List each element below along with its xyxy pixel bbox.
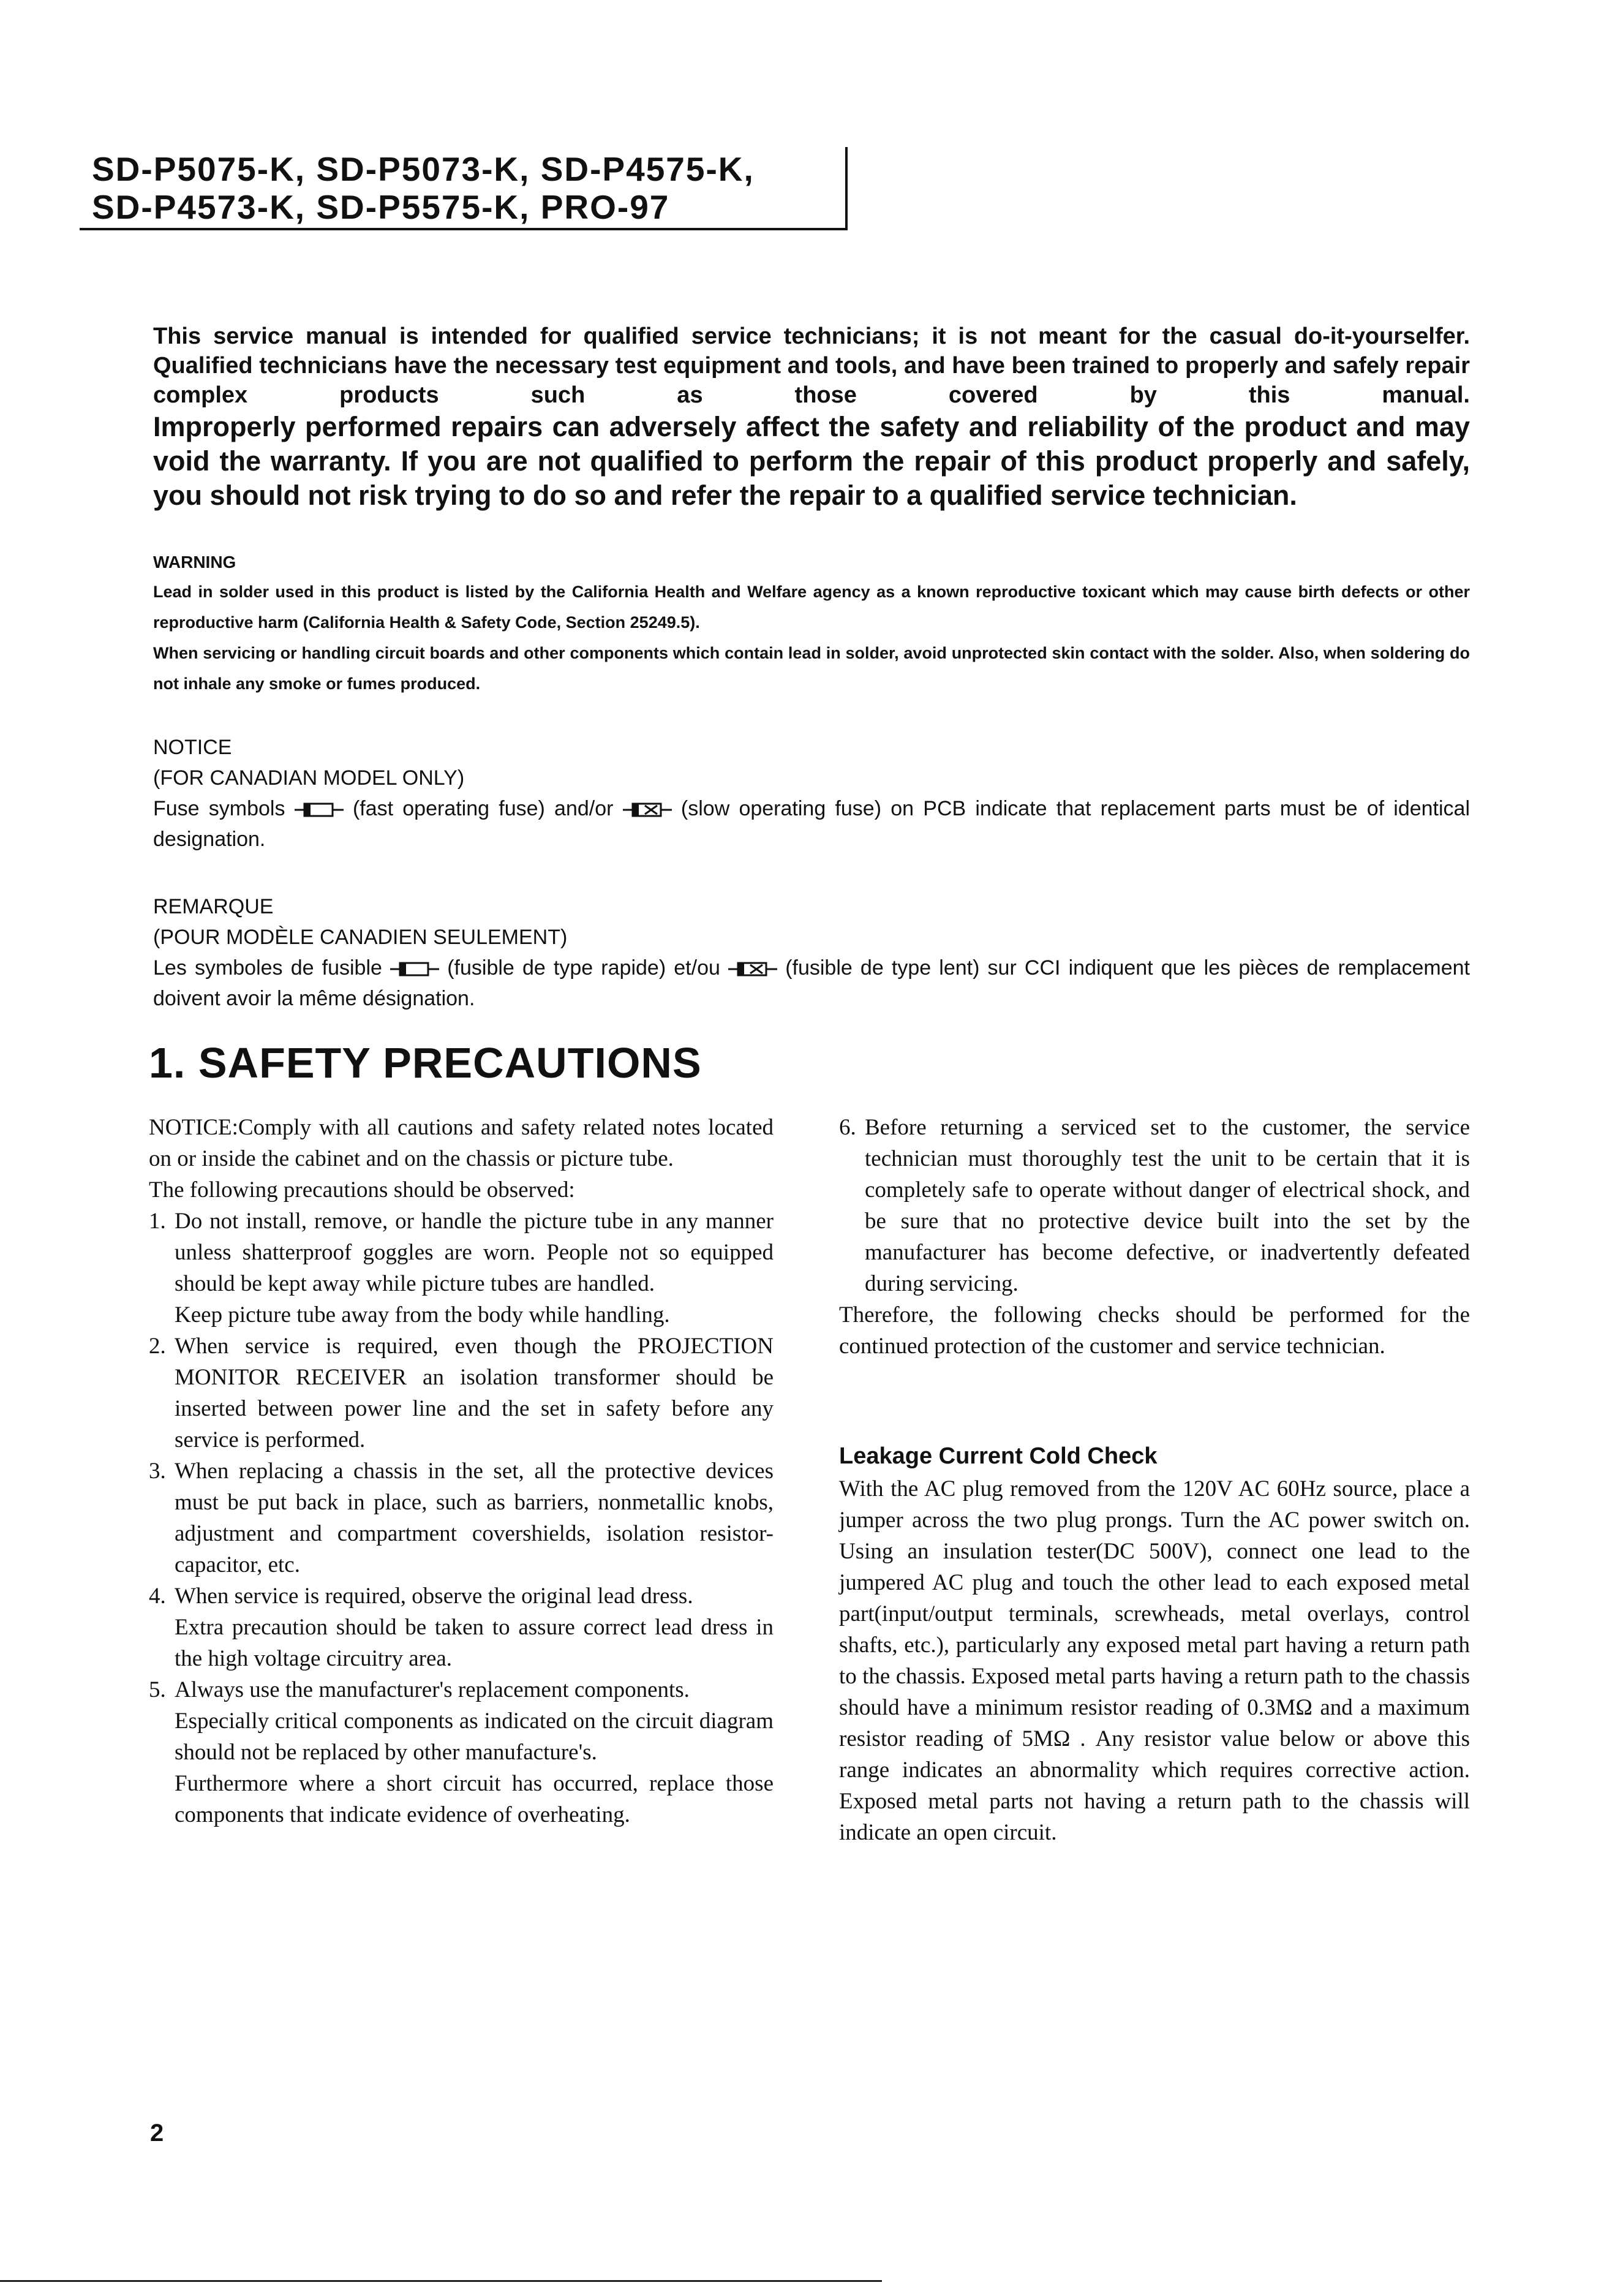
precaution-list [149, 1206, 774, 1830]
list-item-number: 4. [149, 1584, 166, 1609]
list-item-text: Always use the manufacturer's replacement components. [175, 1677, 690, 1702]
fast-fuse-symbol-icon [295, 801, 344, 819]
list-item-number: 2. [149, 1334, 166, 1359]
warning-paragraph-2: When servicing or handling circuit boards and other components which contain lead in solder, avoid unprotected skin contact with the solder. Also, when soldering do not inhale any smoke or fumes produced. [153, 644, 1470, 693]
warning-title: WARNING [153, 553, 236, 572]
notice-text-part-1: Fuse symbols [153, 797, 285, 820]
notice-text-part-3: (slow operating fuse) on PCB indicate that replacement parts must be of identical designation. [153, 797, 1470, 851]
list-item [839, 1112, 1470, 1299]
list-item-number: 5. [149, 1677, 166, 1702]
list-item [149, 1456, 774, 1580]
precaution-list-continued [839, 1112, 1470, 1299]
notice-text [153, 793, 1470, 855]
model-line-2: SD-P4573-K, SD-P5575-K, PRO-97 [92, 188, 670, 226]
list-item [149, 1331, 774, 1456]
list-item-number: 3. [149, 1459, 166, 1484]
notice-subtitle: (FOR CANADIAN MODEL ONLY) [153, 766, 465, 790]
list-item-text: Before returning a serviced set to the customer, the service technician must thoroughly test the unit to be certain that it is completely safe to operate without danger of electrical shock, and be sure that no protective device built into the set by the manufacturer has become defective, or inadvertently defeated during servicing. [865, 1115, 1470, 1296]
list-item-text: Do not install, remove, or handle the picture tube in any manner unless shatterproof goggles are worn. People not so equipped should be kept away while picture tubes are handled. [175, 1209, 774, 1296]
section-notice-text: NOTICE:Comply with all cautions and safety related notes located on or inside the cabinet and on the chassis or picture tube. [149, 1115, 774, 1171]
list-item-number: 6. [839, 1115, 856, 1140]
list-item-extra: Extra precaution should be taken to assure correct lead dress in the high voltage circuitry area. [175, 1615, 774, 1671]
list-item-number: 1. [149, 1209, 166, 1234]
intro-paragraph-2: Improperly performed repairs can adversely affect the safety and reliability of the product and may void the warranty. If you are not qualified to perform the repair of this product properly and safely, you should not risk trying to do so and refer the repair to a qualified service technician. [153, 411, 1470, 511]
therefore-text: Therefore, the following checks should be performed for the continued protection of the customer and service technician. [839, 1302, 1470, 1359]
remarque-block [153, 891, 1470, 1014]
notice-block [153, 732, 1470, 855]
notice-title: NOTICE [153, 736, 232, 759]
remarque-text-part-3: (fusible de type lent) sur CCI indiquent que les pièces de remplacement doivent avoir la même désignation. [153, 956, 1470, 1010]
left-column [149, 1112, 774, 1830]
right-column [839, 1112, 1470, 1848]
list-item-extra: Especially critical components as indicated on the circuit diagram should not be replaced by other manufacture's. [175, 1709, 774, 1765]
remarque-text [153, 953, 1470, 1014]
remarque-text-part-1: Les symboles de fusible [153, 956, 382, 980]
page-number: 2 [150, 2120, 164, 2147]
slow-fuse-symbol-icon [623, 801, 672, 819]
warning-block [153, 548, 1470, 699]
list-item [149, 1206, 774, 1331]
leakage-title: Leakage Current Cold Check [839, 1443, 1158, 1469]
remarque-text-part-2: (fusible de type rapide) et/ou [447, 956, 720, 980]
section-title: 1. SAFETY PRECAUTIONS [149, 1039, 702, 1087]
fast-fuse-symbol-icon [390, 960, 439, 978]
list-item [149, 1674, 774, 1830]
list-item-text: When replacing a chassis in the set, all the protective devices must be put back in place, such as barriers, nonmetallic knobs, adjustment and compartment covershields, isolation resistor-capacitor, etc. [175, 1459, 774, 1577]
footer-rule [0, 2280, 882, 2282]
list-item-text: When service is required, even though the PROJECTION MONITOR RECEIVER an isolation transformer should be inserted between power line and the set in safety before any service is performed. [175, 1334, 774, 1452]
section-following-text: The following precautions should be observed: [149, 1177, 575, 1203]
column-spacer [839, 1362, 1470, 1439]
list-item-text: When service is required, observe the original lead dress. [175, 1584, 693, 1609]
notice-text-part-2: (fast operating fuse) and/or [352, 797, 614, 820]
model-header [80, 147, 848, 230]
slow-fuse-symbol-icon [728, 960, 777, 978]
leakage-text: With the AC plug removed from the 120V AC 60Hz source, place a jumper across the two plug prongs. Turn the AC power switch on. Using an insulation tester(DC 500V), connect one lead to the jumpered AC plug and touch the other lead to each exposed metal part(input/output terminals, screwheads, metal overlays, control shafts, etc.), particularly any exposed metal part having a return path to the chassis. Exposed metal parts having a return path to the chassis should have a minimum resistor reading of 0.3MΩ and a maximum resistor reading of 5MΩ . Any resistor value below or above this range indicates an abnormality which requires corrective action. Exposed metal parts not having a return path to the chassis will indicate an open circuit. [839, 1476, 1470, 1845]
list-item-extra: Keep picture tube away from the body while handling. [175, 1302, 670, 1327]
intro-paragraph-1: This service manual is intended for qualified service technicians; it is not meant for the casual do-it-yourselfer. Qualified technicians have the necessary test equipment and tools, and have been trained to properly and safely repair complex products such as those covered by this manual. [153, 323, 1470, 408]
remarque-title: REMARQUE [153, 895, 274, 918]
intro-block [153, 322, 1470, 513]
model-line-1: SD-P5075-K, SD-P5073-K, SD-P4575-K, [92, 150, 755, 188]
list-item [149, 1580, 774, 1674]
remarque-subtitle: (POUR MODÈLE CANADIEN SEULEMENT) [153, 926, 568, 949]
list-item-extra-2: Furthermore where a short circuit has occurred, replace those components that indicate evidence of overheating. [175, 1771, 774, 1827]
warning-paragraph-1: Lead in solder used in this product is listed by the California Health and Welfare agency as a known reproductive toxicant which may cause birth defects or other reproductive harm (California Health & Safety Code, Section 25249.5). [153, 583, 1470, 632]
